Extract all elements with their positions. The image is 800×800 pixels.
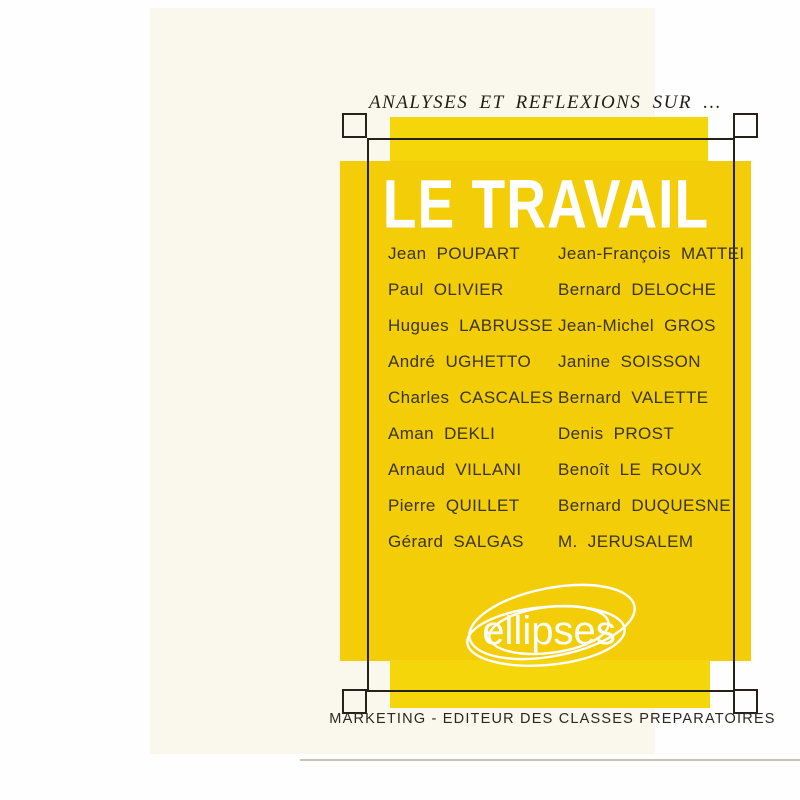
author-name: Jean-Michel GROS	[558, 316, 716, 335]
ellipses-logo	[440, 574, 660, 686]
author-name: Bernard DELOCHE	[558, 280, 717, 299]
author-row	[340, 452, 751, 488]
corner-square-top-right	[733, 113, 758, 138]
author-row	[340, 344, 751, 380]
author-name: Gérard SALGAS	[388, 532, 524, 551]
corner-square-top-left	[342, 113, 367, 138]
author-name: Paul OLIVIER	[388, 280, 504, 299]
author-row	[340, 236, 751, 272]
book-cover	[150, 8, 776, 754]
book-title: LE TRAVAIL	[382, 166, 709, 244]
author-row	[340, 272, 751, 308]
publisher-line: MARKETING - EDITEUR DES CLASSES PREPARATOIRES	[329, 711, 776, 727]
ellipses-logo-text: ellipses	[482, 609, 616, 653]
author-name: Arnaud VILLANI	[388, 460, 522, 479]
author-name: Charles CASCALES	[388, 388, 554, 407]
author-name: André UGHETTO	[388, 352, 532, 371]
author-row	[340, 380, 751, 416]
author-row	[340, 524, 751, 560]
authors-list	[340, 236, 751, 566]
author-name: Benoît LE ROUX	[558, 460, 703, 479]
author-row	[340, 488, 751, 524]
author-name: Bernard DUQUESNE	[558, 496, 731, 515]
author-name: Janine SOISSON	[558, 352, 701, 371]
author-name: Jean-François MATTEI	[558, 244, 745, 263]
author-name: Jean POUPART	[388, 244, 520, 263]
book-title-wrap	[340, 165, 751, 244]
author-name: Hugues LABRUSSE	[388, 316, 554, 335]
author-name: Pierre QUILLET	[388, 496, 520, 515]
author-name: Aman DEKLI	[388, 424, 496, 443]
author-row	[340, 416, 751, 452]
author-name: M. JERUSALEM	[558, 532, 694, 551]
series-title: ANALYSES ET REFLEXIONS SUR ...	[369, 92, 722, 113]
author-row	[340, 308, 751, 344]
author-name: Denis PROST	[558, 424, 675, 443]
cover-bottom-edge	[300, 759, 800, 761]
author-name: Bernard VALETTE	[558, 388, 709, 407]
